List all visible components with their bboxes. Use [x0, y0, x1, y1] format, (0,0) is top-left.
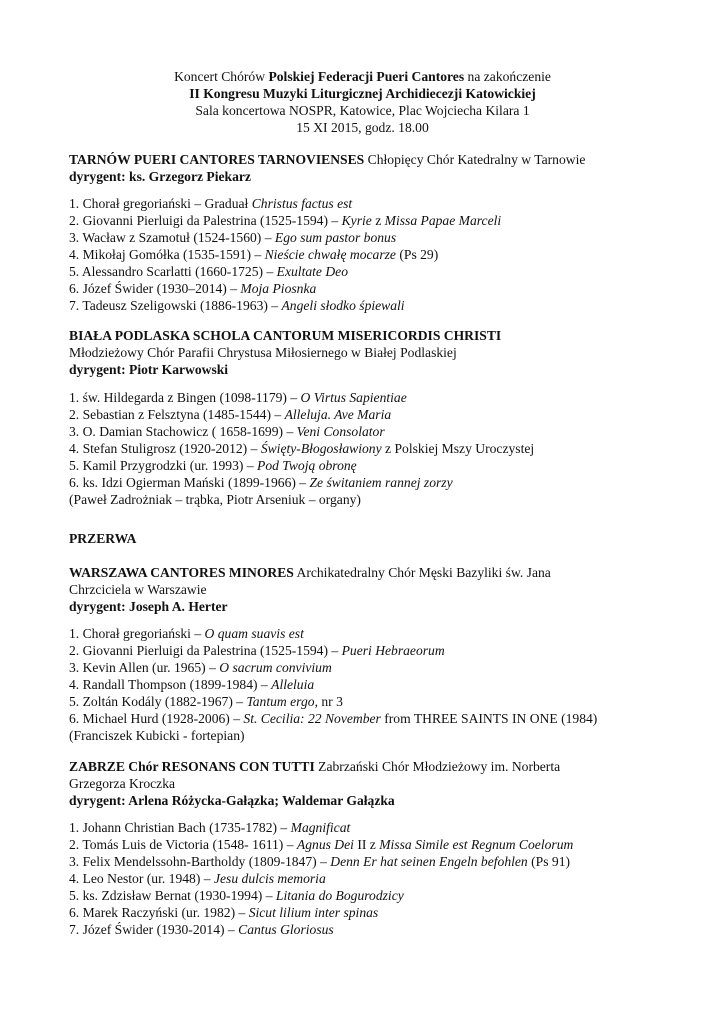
choir-description: Młodzieżowy Chór Parafii Chrystusa Miłosiernego w Białej Podlaskiej: [69, 345, 457, 360]
federation-name: Polskiej Federacji Pueri Cantores: [268, 69, 465, 84]
composer-text: 3. O. Damian Stachowicz ( 1658-1699) –: [69, 424, 297, 439]
composer-text: 6. Marek Raczyński (ur. 1982) –: [69, 905, 249, 920]
choir-title: [69, 151, 669, 168]
conductor: [69, 598, 669, 615]
composer-text: 4. Mikołaj Gomółka (1535-1591) –: [69, 247, 265, 262]
work-title: Pod Twoją obronę: [257, 458, 357, 473]
composer-text: 2. Tomás Luis de Victoria (1548- 1611) –: [69, 837, 297, 852]
work-title: Ego sum pastor bonus: [274, 230, 397, 245]
work-title: Sicut lilium inter spinas: [248, 905, 379, 920]
program-list: [69, 389, 669, 491]
program-item: [69, 229, 669, 246]
choir-name: ZABRZE Chór RESONANS CON TUTTI: [69, 759, 315, 774]
choir-section-2: [69, 327, 669, 508]
program-item: [69, 406, 669, 423]
program-item: [69, 246, 669, 263]
program-item: [69, 887, 669, 904]
choir-description: Chłopięcy Chór Katedralny w Tarnowie: [364, 152, 586, 167]
conductor: [69, 361, 669, 378]
program-list: [69, 625, 669, 727]
composer-text: 5. Zoltán Kodály (1882-1967) –: [69, 694, 247, 709]
choir-name: TARNÓW PUERI CANTORES TARNOVIENSES: [69, 152, 365, 167]
intermission-label: PRZERWA: [69, 531, 137, 546]
conductor-text: dyrygent: Joseph A. Herter: [69, 599, 228, 614]
composer-text: 7. Józef Świder (1930-2014) –: [69, 922, 239, 937]
composer-text: 6. ks. Idzi Ogierman Mański (1899-1966) –: [69, 475, 310, 490]
work-note: z Polskiej Mszy Uroczystej: [381, 441, 535, 456]
composer-text: 5. Alessandro Scarlatti (1660-1725) –: [69, 264, 277, 279]
work-note: , nr 3: [314, 694, 343, 709]
program-item: [69, 710, 669, 727]
work-title: Denn Er hat seinen Engeln befohlen: [330, 854, 528, 869]
conductor: [69, 792, 669, 809]
composer-text: 7. Tadeusz Szeligowski (1886-1963) –: [69, 298, 282, 313]
work-note: (Ps 91): [527, 854, 571, 869]
program-item: [69, 693, 669, 710]
choir-section-3: [69, 564, 669, 744]
work-title: St. Cecilia: 22 November: [243, 711, 381, 726]
program-item: [69, 853, 669, 870]
header-line-1: [0, 68, 725, 85]
header-line-3: Sala koncertowa NOSPR, Katowice, Plac Wojciecha Kilara 1: [195, 103, 530, 118]
work-title: Exultate Deo: [276, 264, 348, 279]
composer-text: 1. św. Hildegarda z Bingen (1098-1179) –: [69, 390, 301, 405]
composer-text: 3. Wacław z Szamotuł (1524-1560) –: [69, 230, 275, 245]
composer-text: 3. Kevin Allen (ur. 1965) –: [69, 660, 220, 675]
composer-text: 1. Johann Christian Bach (1735-1782) –: [69, 820, 291, 835]
conductor-text: dyrygent: Arlena Różycka-Gałązka; Waldemar Gałązka: [69, 793, 395, 808]
composer-text: 1. Chorał gregoriański –: [69, 626, 205, 641]
program-item: [69, 870, 669, 887]
performers-note: (Franciszek Kubicki - fortepian): [69, 728, 245, 743]
header-text: na zakończenie: [464, 69, 551, 84]
program-item: [69, 195, 669, 212]
work-title: Alleluja. Ave Maria: [284, 407, 392, 422]
header-line-2: [0, 85, 725, 102]
work-title: Agnus Dei: [296, 837, 354, 852]
program-item: [69, 819, 669, 836]
work-title: Moja Piosnka: [240, 281, 317, 296]
work-note: from THREE SAINTS IN ONE (1984): [380, 711, 598, 726]
concert-header: [0, 68, 725, 136]
choir-title: [69, 758, 669, 775]
choir-description: Archikatedralny Chór Męski Bazyliki św. Jana: [293, 565, 551, 580]
work-title: Ze świtaniem rannej zorzy: [309, 475, 453, 490]
choir-section-1: [69, 151, 669, 314]
composer-text: 5. ks. Zdzisław Bernat (1930-1994) –: [69, 888, 276, 903]
conductor: [69, 168, 669, 185]
work-note: (Ps 29): [395, 247, 439, 262]
composer-text: 3. Felix Mendelssohn-Bartholdy (1809-1847) –: [69, 854, 331, 869]
conductor-text: dyrygent: ks. Grzegorz Piekarz: [69, 169, 251, 184]
program-item: [69, 423, 669, 440]
choir-title: [69, 327, 669, 344]
work-title: Missa Papae Marceli: [384, 213, 502, 228]
program-item: [69, 263, 669, 280]
connector-text: z: [371, 213, 385, 228]
conductor-text: dyrygent: Piotr Karwowski: [69, 362, 229, 377]
program-item: [69, 642, 669, 659]
work-title: Pueri Hebraeorum: [341, 643, 445, 658]
choir-name: WARSZAWA CANTORES MINORES: [69, 565, 294, 580]
program-list: [69, 819, 669, 938]
work-title: O sacrum convivium: [219, 660, 332, 675]
program-item: [69, 389, 669, 406]
composer-text: 5. Kamil Przygrodzki (ur. 1993) –: [69, 458, 258, 473]
choir-title: [69, 564, 669, 581]
work-title: Angeli słodko śpiewali: [281, 298, 405, 313]
program-item: [69, 921, 669, 938]
intermission: [69, 530, 669, 547]
work-title: O Virtus Sapientiae: [300, 390, 407, 405]
choir-description-cont: Chrzciciela w Warszawie: [69, 582, 207, 597]
composer-text: 4. Leo Nestor (ur. 1948) –: [69, 871, 214, 886]
work-title: Alleluia: [271, 677, 315, 692]
composer-text: 1. Chorał gregoriański – Graduał: [69, 196, 252, 211]
composer-text: 2. Giovanni Pierluigi da Palestrina (1525-1594) –: [69, 213, 342, 228]
program-item: [69, 676, 669, 693]
work-title: Magnificat: [290, 820, 351, 835]
composer-text: 6. Michael Hurd (1928-2006) –: [69, 711, 244, 726]
work-title: Kyrie: [341, 213, 372, 228]
work-title: Nieście chwałę mocarze: [264, 247, 396, 262]
program-item: [69, 836, 669, 853]
header-line-4: 15 XI 2015, godz. 18.00: [296, 120, 429, 135]
work-title: Święty-Błogosławiony: [260, 441, 382, 456]
work-title: Jesu dulcis memoria: [213, 871, 326, 886]
connector-text: II z: [353, 837, 380, 852]
choir-description-cont: Grzegorza Kroczka: [69, 776, 176, 791]
performers-note: (Paweł Zadrożniak – trąbka, Piotr Arseniuk – organy): [69, 492, 361, 507]
program-list: [69, 195, 669, 314]
congress-name: II Kongresu Muzyki Liturgicznej Archidiecezji Katowickiej: [189, 86, 536, 101]
program-item: [69, 904, 669, 921]
work-title: Tantum ergo: [246, 694, 315, 709]
composer-text: 2. Giovanni Pierluigi da Palestrina (1525-1594) –: [69, 643, 342, 658]
work-title: O quam suavis est: [204, 626, 304, 641]
composer-text: 6. Józef Świder (1930–2014) –: [69, 281, 241, 296]
program-item: [69, 440, 669, 457]
choir-description: Zabrzański Chór Młodzieżowy im. Norberta: [314, 759, 561, 774]
composer-text: 4. Randall Thompson (1899-1984) –: [69, 677, 272, 692]
program-item: [69, 297, 669, 314]
program-item: [69, 280, 669, 297]
composer-text: 2. Sebastian z Felsztyna (1485-1544) –: [69, 407, 285, 422]
work-title: Christus factus est: [251, 196, 353, 211]
work-title: Cantus Gloriosus: [238, 922, 334, 937]
program-item: [69, 474, 669, 491]
work-title: Litania do Bogurodzicy: [275, 888, 404, 903]
choir-section-4: [69, 758, 669, 938]
choir-name: BIAŁA PODLASKA SCHOLA CANTORUM MISERICORDIS CHRISTI: [69, 328, 502, 343]
program-item: [69, 457, 669, 474]
header-text: Koncert Chórów: [174, 69, 269, 84]
work-title: Missa Simile est Regnum Coelorum: [379, 837, 574, 852]
program-item: [69, 659, 669, 676]
composer-text: 4. Stefan Stuligrosz (1920-2012) –: [69, 441, 261, 456]
program-item: [69, 212, 669, 229]
program-item: [69, 625, 669, 642]
work-title: Veni Consolator: [296, 424, 385, 439]
